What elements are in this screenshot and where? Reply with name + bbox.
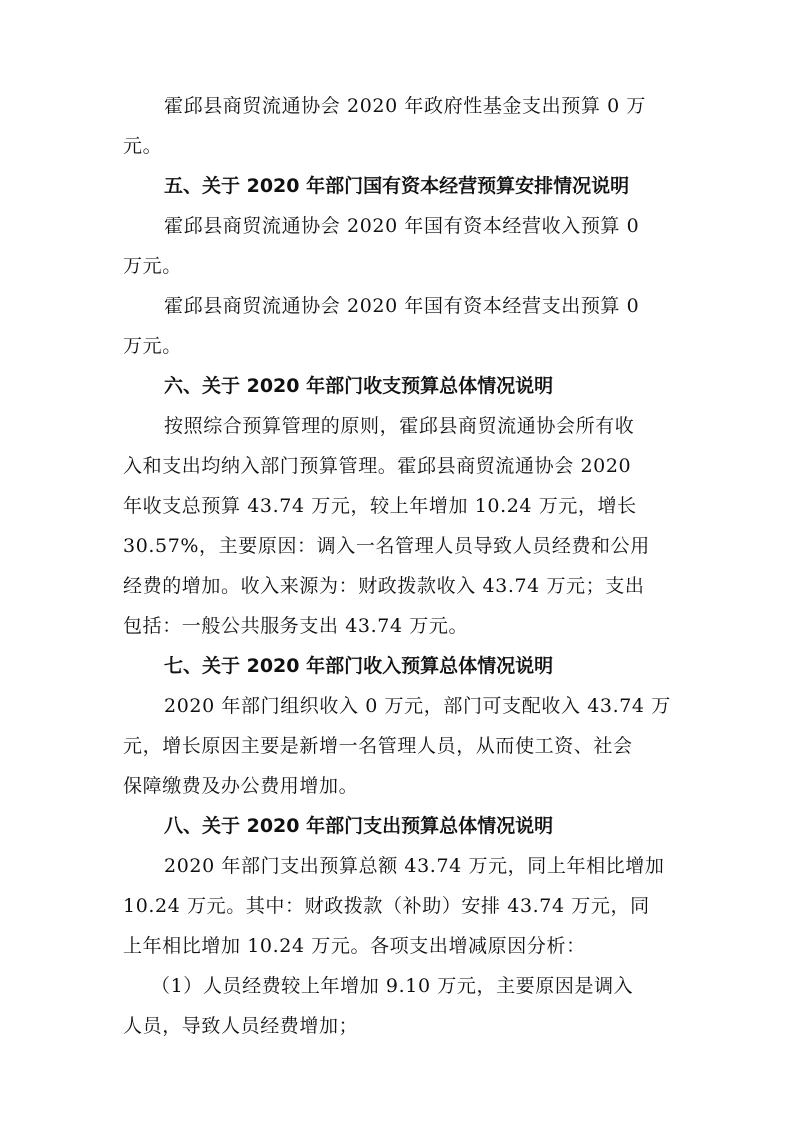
paragraph-line: 元，增长原因主要是新增一名管理人员，从而使工资、社会 <box>123 735 633 757</box>
paragraph-line: 年收支总预算 43.74 万元，较上年增加 10.24 万元，增长 <box>123 495 637 517</box>
paragraph-line: 霍邱县商贸流通协会 2020 年政府性基金支出预算 0 万 <box>164 95 647 117</box>
section-heading-7: 七、关于 2020 年部门收入预算总体情况说明 <box>164 655 554 677</box>
paragraph-line: 2020 年部门支出预算总额 43.74 万元，同上年相比增加 <box>164 855 665 877</box>
paragraph-line: 霍邱县商贸流通协会 2020 年国有资本经营支出预算 0 <box>164 295 640 317</box>
paragraph-line: 人员，导致人员经费增加； <box>123 1015 359 1037</box>
paragraph-line: 上年相比增加 10.24 万元。各项支出增减原因分析： <box>123 935 586 957</box>
paragraph-line: 按照综合预算管理的原则，霍邱县商贸流通协会所有收 <box>164 415 635 437</box>
section-heading-8: 八、关于 2020 年部门支出预算总体情况说明 <box>164 815 554 837</box>
paragraph-line: 2020 年部门组织收入 0 万元，部门可支配收入 43.74 万 <box>164 695 671 717</box>
section-heading-5: 五、关于 2020 年部门国有资本经营预算安排情况说明 <box>164 175 630 197</box>
paragraph-line: 霍邱县商贸流通协会 2020 年国有资本经营收入预算 0 <box>164 215 640 237</box>
paragraph-line: （1）人员经费较上年增加 9.10 万元，主要原因是调入 <box>151 975 634 997</box>
paragraph-line: 经费的增加。收入来源为：财政拨款收入 43.74 万元；支出 <box>123 575 645 597</box>
paragraph-line: 入和支出均纳入部门预算管理。霍邱县商贸流通协会 2020 <box>123 455 632 477</box>
section-heading-6: 六、关于 2020 年部门收支预算总体情况说明 <box>164 375 554 397</box>
paragraph-line: 保障缴费及办公费用增加。 <box>123 775 359 797</box>
paragraph-line: 万元。 <box>123 335 182 357</box>
paragraph-line: 元。 <box>123 135 163 157</box>
paragraph-line: 30.57%，主要原因：调入一名管理人员导致人员经费和公用 <box>123 535 650 557</box>
paragraph-line: 包括：一般公共服务支出 43.74 万元。 <box>123 615 469 637</box>
paragraph-line: 万元。 <box>123 255 182 277</box>
paragraph-line: 10.24 万元。其中：财政拨款（补助）安排 43.74 万元，同 <box>123 895 650 917</box>
